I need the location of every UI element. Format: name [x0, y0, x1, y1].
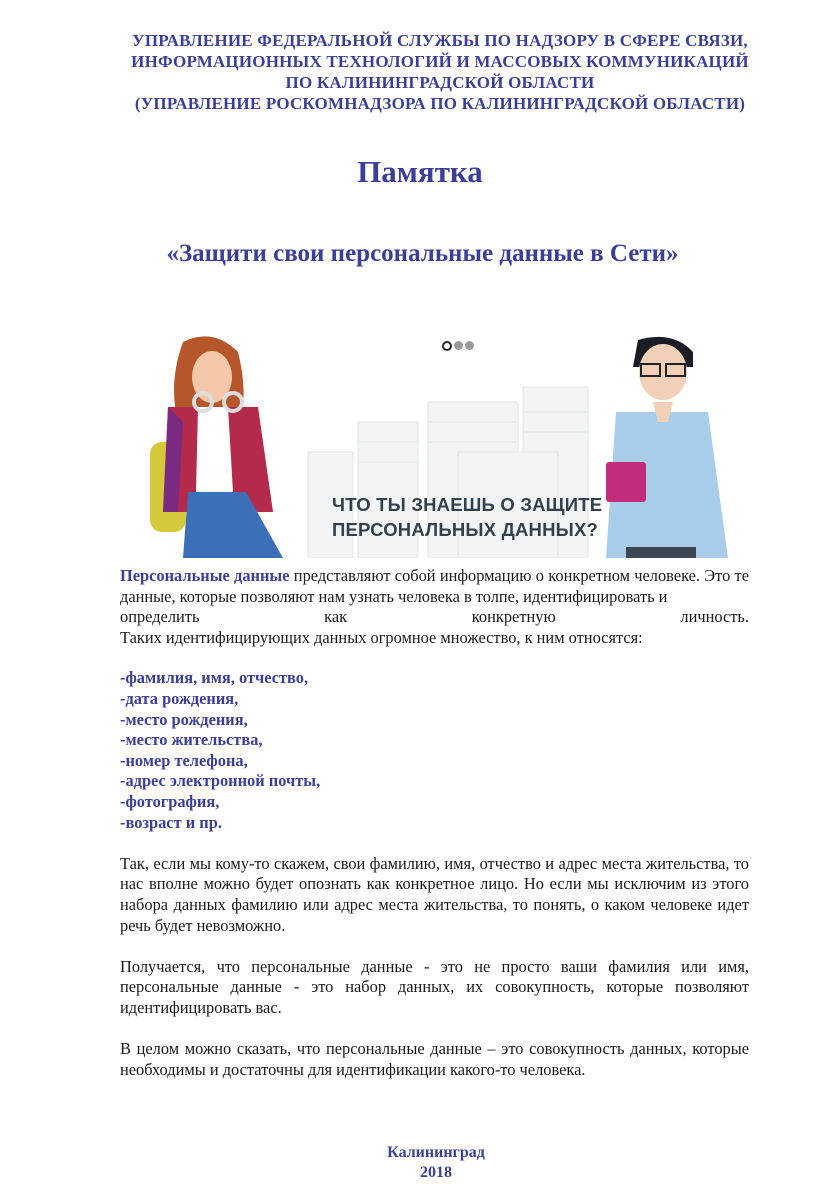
- intro-text: представляют собой информацию о конкретном человеке. Это те данные, которые позволяют нам узнать человека в толпе, идентифицировать и: [120, 566, 749, 606]
- paragraph-1: Так, если мы кому-то скажем, свои фамилию, имя, отчество и адрес места жительства, то нас вполне можно будет опознать как конкретное лицо. Но если мы исключим из этого набора данных фамилию или адрес места жительства, то понять, о каком человеке идет речь будет невозможно.: [120, 853, 749, 935]
- intro-highlight: Персональные данные: [120, 566, 290, 585]
- intro-line-3: определить как конкретную личность.: [120, 607, 749, 627]
- header-line-1: УПРАВЛЕНИЕ ФЕДЕРАЛЬНОЙ СЛУЖБЫ ПО НАДЗОРУ В СФЕРЕ СВЯЗИ,: [132, 31, 748, 50]
- header-line-2: ИНФОРМАЦИОННЫХ ТЕХНОЛОГИЙ И МАССОВЫХ КОММУНИКАЦИЙ: [131, 52, 749, 71]
- paragraph-3: В целом можно сказать, что персональные данные – это совокупность данных, которые необходимы и достаточны для идентификации какого-то человека.: [120, 1039, 749, 1079]
- list-item: -возраст и пр.: [120, 812, 222, 832]
- girl-illustration: [150, 336, 283, 558]
- header-line-3: ПО КАЛИНИНГРАДСКОЙ ОБЛАСТИ: [285, 73, 595, 92]
- list-item: -фамилия, имя, отчество,: [120, 668, 309, 688]
- paragraph-2: Получается, что персональные данные - это не просто ваши фамилия или имя, персональные данные - это набор данных, их совокупность, которые позволяют идентифицировать вас.: [120, 956, 749, 1017]
- carousel-indicators[interactable]: [442, 341, 474, 351]
- identifiers-list: [120, 668, 749, 833]
- organization-header: [100, 30, 780, 114]
- document-body: [120, 566, 749, 1080]
- list-item: -место рождения,: [120, 709, 248, 729]
- footer-year: 2018: [420, 1164, 452, 1181]
- carousel-dot-3[interactable]: [465, 341, 474, 350]
- footer-city: Калининград: [387, 1144, 485, 1161]
- page-subtitle: «Защити свои персональные данные в Сети»: [166, 240, 679, 267]
- list-item: -номер телефона,: [120, 750, 248, 770]
- carousel-dot-1[interactable]: [442, 341, 452, 351]
- banner-caption-line-2: ПЕРСОНАЛЬНЫХ ДАННЫХ?: [332, 519, 598, 540]
- intro-line-4: Таких идентифицирующих данных огромное множество, к ним относятся:: [120, 627, 643, 647]
- header-line-4: (УПРАВЛЕНИЕ РОСКОМНАДЗОРА ПО КАЛИНИНГРАДСКОЙ ОБЛАСТИ): [134, 94, 746, 113]
- page-title: Памятка: [357, 154, 483, 189]
- list-item: -фотография,: [120, 791, 220, 811]
- illustration-banner: [128, 332, 752, 558]
- list-item: -адрес электронной почты,: [120, 771, 321, 791]
- list-item: -место жительства,: [120, 730, 263, 750]
- intro-paragraph: [120, 566, 749, 607]
- footer: [0, 1143, 840, 1183]
- banner-caption: [332, 492, 632, 542]
- banner-caption-line-1: ЧТО ТЫ ЗНАЕШЬ О ЗАЩИТЕ: [332, 494, 603, 515]
- list-item: -дата рождения,: [120, 688, 239, 708]
- carousel-dot-2[interactable]: [454, 341, 463, 350]
